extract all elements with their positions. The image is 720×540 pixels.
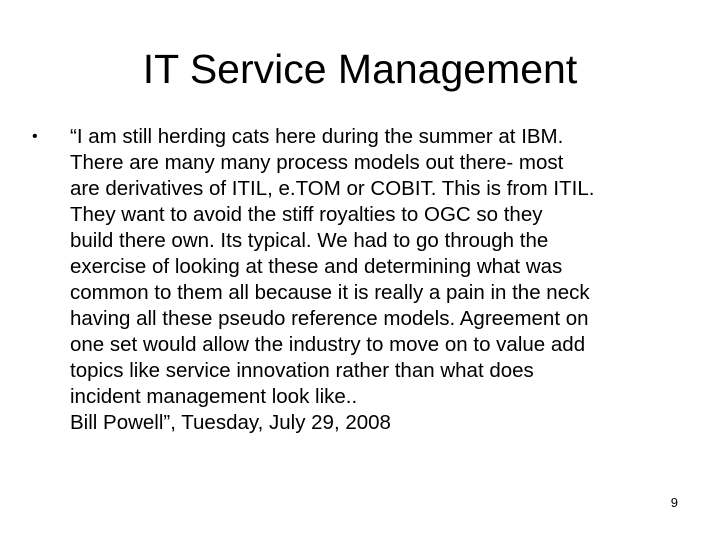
quote-line: build there own. Its typical. We had to go through the xyxy=(70,229,549,252)
quote-line: common to them all because it is really a pain in the neck xyxy=(70,281,590,304)
quote-line: There are many many process models out there- most xyxy=(70,151,564,174)
slide-title: IT Service Management xyxy=(142,46,578,92)
page-number: 9 xyxy=(670,495,678,510)
quote-bullet-item xyxy=(28,124,698,436)
quote-line: They want to avoid the stiff royalties to OGC so they xyxy=(70,203,543,226)
quote-line: having all these pseudo reference models. Agreement on xyxy=(70,307,589,330)
quote-attribution: Bill Powell”, Tuesday, July 29, 2008 xyxy=(70,411,391,434)
bullet-list xyxy=(28,124,698,436)
quote-line: exercise of looking at these and determining what was xyxy=(70,255,563,278)
quote-line: one set would allow the industry to move on to value add xyxy=(70,333,586,356)
quote-line: are derivatives of ITIL, e.TOM or COBIT. This is from ITIL. xyxy=(70,177,595,200)
quote-line: incident management look like.. xyxy=(70,385,358,408)
quote-line: “I am still herding cats here during the summer at IBM. xyxy=(70,125,564,148)
quote-line: topics like service innovation rather than what does xyxy=(70,359,534,382)
bullet-icon: • xyxy=(32,128,38,145)
